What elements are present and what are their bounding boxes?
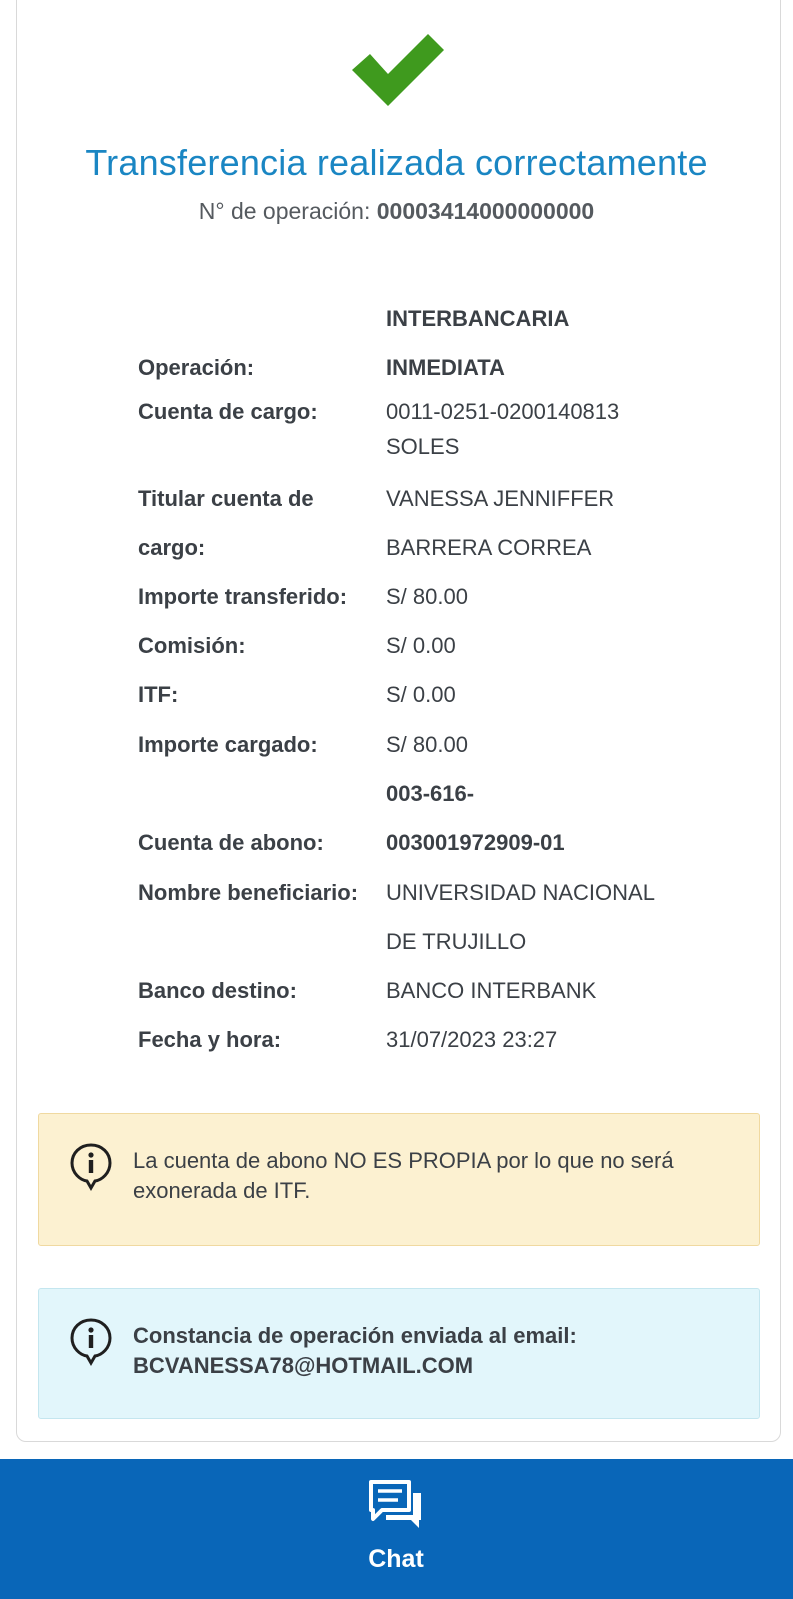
detail-value: S/ 80.00 — [386, 584, 468, 609]
chat-label: Chat — [368, 1545, 424, 1573]
detail-label: Cuenta de cargo: — [138, 399, 318, 424]
chat-bubbles-icon — [368, 1479, 424, 1531]
detail-value: VANESSA JENNIFFER — [386, 486, 615, 511]
page-title: Transferencia realizada correctamente — [85, 142, 708, 183]
detail-label: Cuenta de abono: — [138, 830, 324, 855]
itf-warning-text: La cuenta de abono NO ES PROPIA por lo que no será exonerada de ITF. — [133, 1148, 674, 1203]
detail-value: S/ 0.00 — [386, 633, 456, 658]
detail-value: S/ 80.00 — [386, 732, 468, 757]
detail-value: 31/07/2023 23:27 — [386, 1027, 558, 1052]
detail-label: cargo: — [138, 535, 206, 560]
detail-label: ITF: — [138, 682, 179, 707]
detail-value: INTERBANCARIA — [386, 306, 570, 331]
detail-label: Importe cargado: — [138, 732, 318, 757]
detail-value: SOLES — [386, 434, 460, 459]
email-address: BCVANESSA78@HOTMAIL.COM — [133, 1353, 474, 1378]
email-info-notice — [38, 1288, 760, 1419]
detail-value: INMEDIATA — [386, 355, 505, 380]
operation-label: N° de operación: — [198, 198, 371, 224]
detail-value: 003001972909-01 — [386, 830, 565, 855]
detail-value: 003-616- — [386, 781, 475, 806]
info-pin-icon — [69, 1142, 113, 1192]
info-pin-icon — [69, 1317, 113, 1367]
detail-label: Fecha y hora: — [138, 1027, 282, 1052]
detail-value: BARRERA CORREA — [386, 535, 592, 560]
detail-value: S/ 0.00 — [386, 682, 456, 707]
operation-number — [0, 198, 793, 225]
itf-warning-notice — [38, 1113, 760, 1246]
detail-label: Importe transferido: — [138, 584, 348, 609]
detail-label: Nombre beneficiario: — [138, 880, 359, 905]
detail-value: 0011-0251-0200140813 — [386, 399, 620, 424]
detail-value: DE TRUJILLO — [386, 929, 527, 954]
detail-value: BANCO INTERBANK — [386, 978, 597, 1003]
detail-value: UNIVERSIDAD NACIONAL — [386, 880, 655, 905]
detail-label: Banco destino: — [138, 978, 297, 1003]
operation-value: 00003414000000000 — [376, 198, 595, 224]
bottom-bar — [0, 1459, 793, 1599]
chat-button[interactable] — [346, 1479, 446, 1589]
email-info-text — [133, 1321, 743, 1381]
email-info-line: Constancia de operación enviada al email: — [133, 1323, 577, 1348]
check-icon — [350, 30, 446, 110]
detail-label: Titular cuenta de — [138, 486, 314, 511]
detail-label: Operación: — [138, 355, 255, 380]
detail-label: Comisión: — [138, 633, 246, 658]
